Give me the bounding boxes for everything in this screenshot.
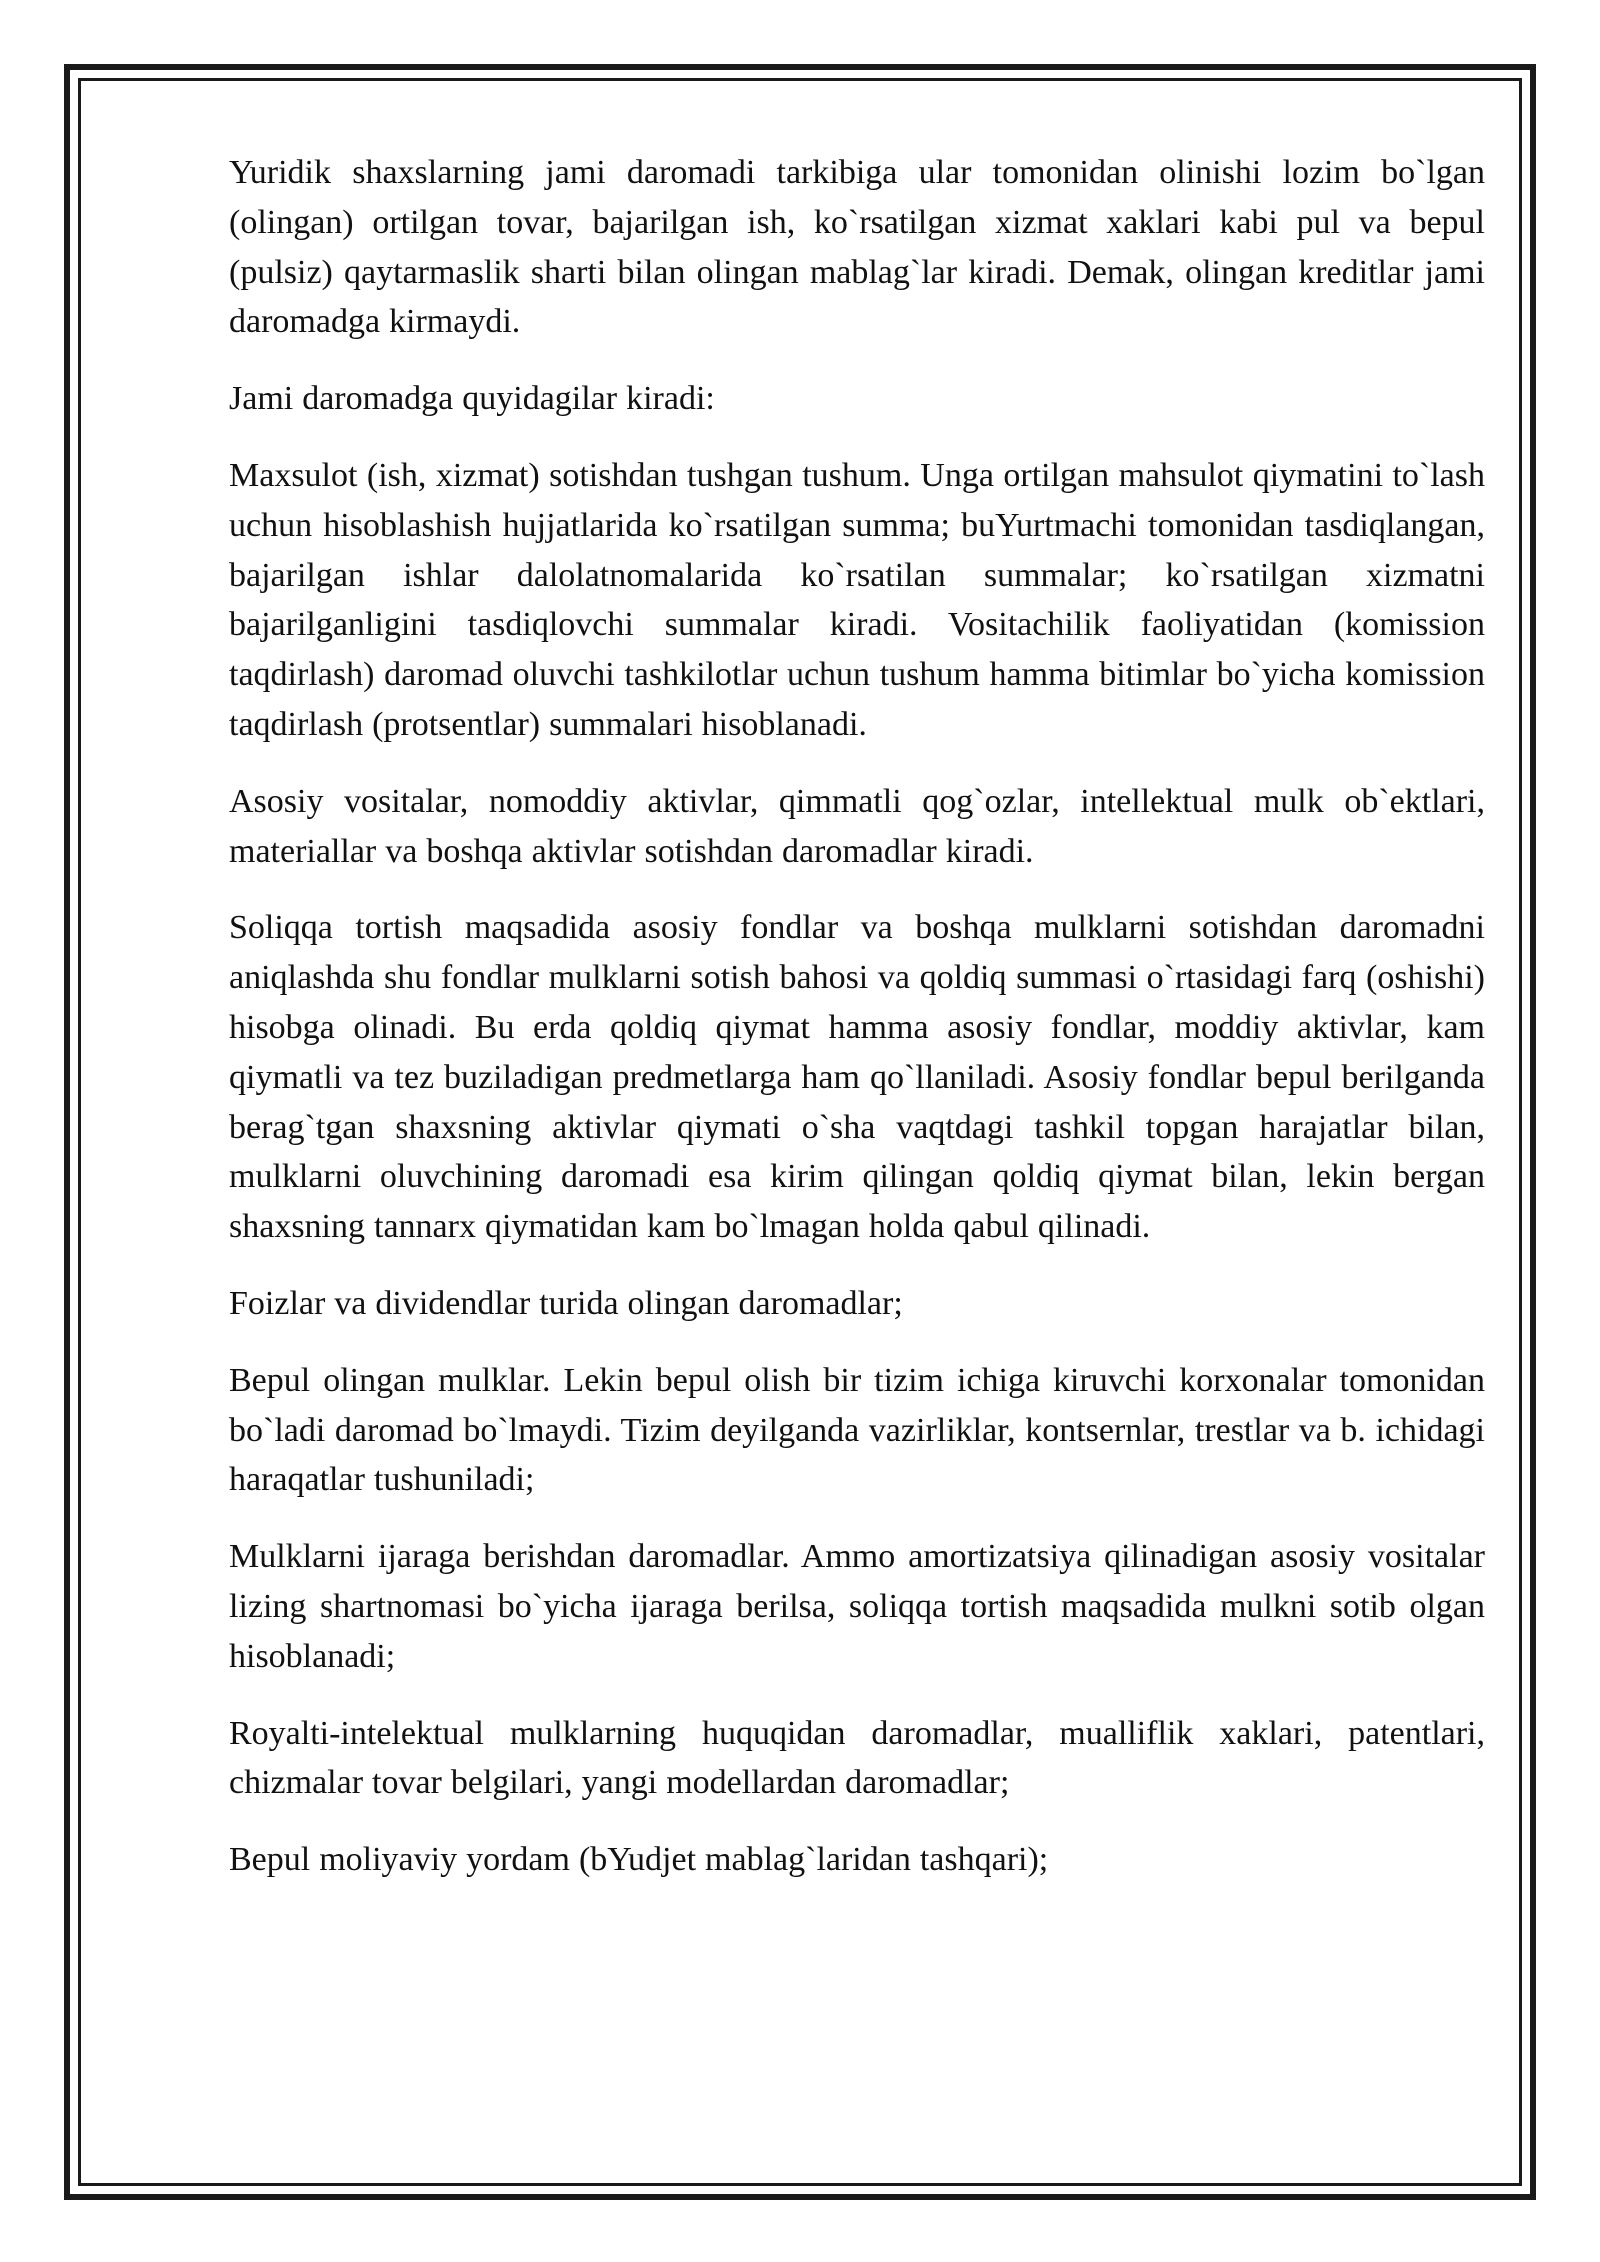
paragraph-4: Asosiy vositalar, nomoddiy aktivlar, qimmatli qog`ozlar, intellektual mulk ob`ektlari, materiallar va boshqa aktivlar sotishdan daromadlar kiradi. xyxy=(229,782,1485,870)
paragraph-8: Mulklarni ijaraga berishdan daromadlar. Ammo amortizatsiya qilinadigan asosiy vositalar lizing shartnomasi bo`yicha ijaraga berilsa, soliqqa tortish maqsadida mulkni sotib olgan hisoblanadi; xyxy=(229,1538,1485,1675)
paragraph-7: Bepul olingan mulklar. Lekin bepul olish bir tizim ichiga kiruvchi korxonalar tomonidan bo`ladi daromad bo`lmaydi. Tizim deyilganda vazirliklar, kontsernlar, trestlar va b. ichidagi haraqatlar tushuniladi; xyxy=(229,1361,1485,1499)
paragraph-5: Soliqqa tortish maqsadida asosiy fondlar va boshqa mulklarni sotishdan daromadni aniqlashda shu fondlar mulklarni sotish bahosi va qoldiq summasi o`rtasidagi farq (oshishi) hisobga olinadi. Bu erda qoldiq qiymat hamma asosiy fondlar, moddiy aktivlar, kam qiymatli va tez buziladigan predmetlarga ham qo`llaniladi. Asosiy fondlar bepul berilganda berag`tgan shaxsning aktivlar qiymati o`sha vaqtdagi tashkil topgan harajatlar bilan, mulklarni oluvchining daromadi esa kirim qilingan qoldiq qiymat bilan, lekin bergan shaxsning tannarx qiymatidan kam bo`lmagan holda qabul qilinadi. xyxy=(229,909,1485,1246)
document-body xyxy=(229,148,1485,1912)
paragraph-10: Bepul moliyaviy yordam (bYudjet mablag`laridan tashqari); xyxy=(229,1841,1049,1879)
paragraph-1: Yuridik shaxslarning jami daromadi tarkibiga ular tomonidan olinishi lozim bo`lgan (olingan) ortilgan tovar, bajarilgan ish, ko`rsatilgan xizmat xaklari kabi pul va bepul (pulsiz) qaytarmaslik sharti bilan olingan mablag`lar kiradi. Demak, olingan kreditlar jami daromadga kirmaydi. xyxy=(229,154,1485,341)
paragraph-2: Jami daromadga quyidagilar kiradi: xyxy=(229,380,715,418)
paragraph-6: Foizlar va dividendlar turida olingan daromadlar; xyxy=(229,1284,903,1322)
paragraph-9: Royalti-intelektual mulklarning huquqidan daromadlar, mualliflik xaklari, patentlari, chizmalar tovar belgilari, yangi modellardan daromadlar; xyxy=(229,1714,1485,1802)
paragraph-3: Maxsulot (ish, xizmat) sotishdan tushgan tushum. Unga ortilgan mahsulot qiymatini to`lash uchun hisoblashish hujjatlarida ko`rsatilgan summa; buYurtmachi tomonidan tasdiqlangan, bajarilgan ishlar dalolatnomalarida ko`rsatilan summalar; ko`rsatilgan xizmatni bajarilganligini tasdiqlovchi summalar kiradi. Vositachilik faoliyatidan (komission taqdirlash) daromad oluvchi tashkilotlar uchun tushum hamma bitimlar bo`yicha komission taqdirlash (protsentlar) summalari hisoblanadi. xyxy=(229,456,1485,743)
